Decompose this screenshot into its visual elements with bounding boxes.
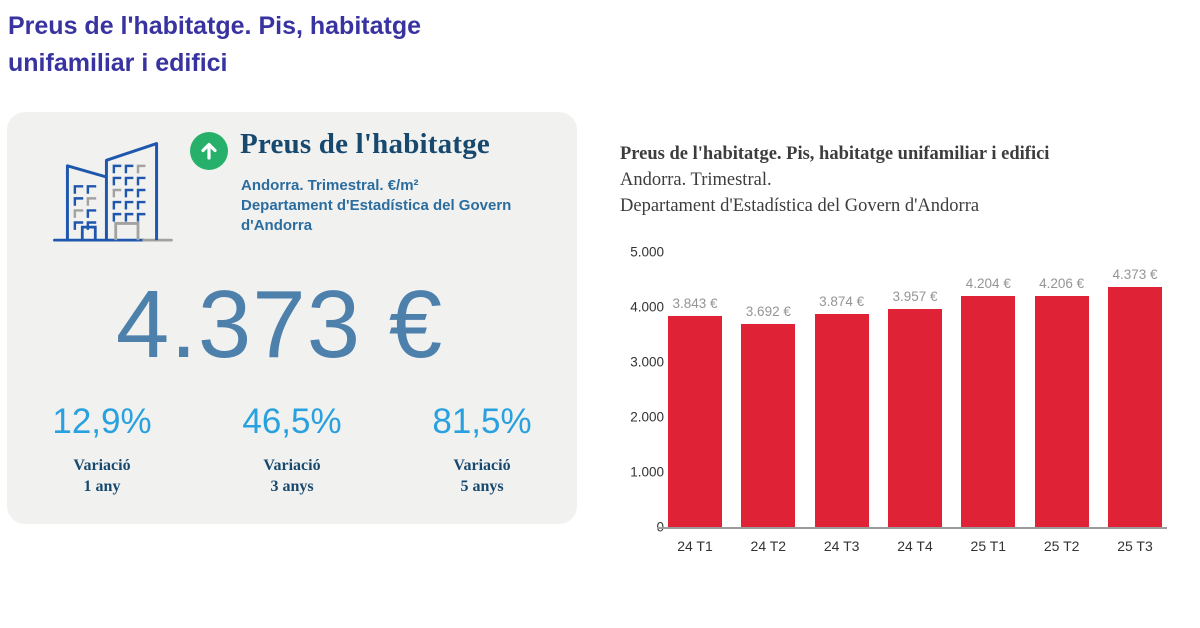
x-tick-label: 24 T1 xyxy=(677,538,713,554)
y-tick-label: 3.000 xyxy=(630,354,664,370)
stat-label: Variació 3 anys xyxy=(263,457,321,495)
x-tick-label: 24 T3 xyxy=(823,538,860,554)
y-axis xyxy=(620,244,664,527)
housing-price-card xyxy=(7,112,577,524)
chart-title-line2: Andorra. Trimestral. xyxy=(620,170,772,190)
y-tick-label: 5.000 xyxy=(630,244,664,260)
card-title: Preus de l'habitatge xyxy=(240,128,490,160)
bar-column xyxy=(668,252,722,554)
buildings-icon xyxy=(47,134,177,246)
plot-area xyxy=(668,252,1162,554)
card-subtitle-line1: Andorra. Trimestral. €/m² xyxy=(241,177,419,194)
stat-label: Variació 1 any xyxy=(73,457,131,495)
bar xyxy=(1108,287,1162,528)
bar xyxy=(1035,296,1089,527)
card-subtitle xyxy=(241,176,571,236)
x-tick-label: 24 T2 xyxy=(750,538,787,554)
stat-1-year xyxy=(7,402,197,497)
main-price-value: 4.373 € xyxy=(115,271,444,378)
page-title: Preus de l'habitatge. Pis, habitatge unifamiliar i edifici xyxy=(8,12,421,77)
bar-value-label: 4.206 € xyxy=(1039,275,1085,291)
bar-column xyxy=(888,252,942,554)
chart-title xyxy=(620,141,1180,219)
bar-column xyxy=(961,252,1015,554)
bar xyxy=(888,309,942,527)
bar-value-label: 4.204 € xyxy=(965,275,1011,291)
trend-up-badge xyxy=(190,132,228,170)
stat-3-years xyxy=(197,402,387,497)
bar-column xyxy=(1035,252,1089,554)
bar xyxy=(741,324,795,527)
bar-value-label: 3.957 € xyxy=(892,289,938,305)
x-tick-label: 25 T2 xyxy=(1043,538,1080,554)
bar xyxy=(815,314,869,527)
bar-value-label: 3.843 € xyxy=(672,295,718,311)
x-tick-label: 25 T1 xyxy=(970,538,1007,554)
x-axis-line xyxy=(657,527,1167,529)
bar-value-label: 4.373 € xyxy=(1112,266,1158,282)
y-tick-label: 1.000 xyxy=(630,464,664,480)
variation-stats xyxy=(7,402,577,497)
card-subtitle-line2: Departament d'Estadística del Govern d'Andorra xyxy=(241,197,512,234)
chart-title-line3: Departament d'Estadística del Govern d'Andorra xyxy=(620,196,980,216)
bar-column xyxy=(815,252,869,554)
bar-chart xyxy=(620,244,1180,582)
chart-title-line1: Preus de l'habitatge. Pis, habitatge unifamiliar i edifici xyxy=(620,144,1050,164)
y-tick-label: 2.000 xyxy=(630,409,664,425)
arrow-up-icon xyxy=(198,140,220,162)
bar-value-label: 3.874 € xyxy=(819,293,865,309)
bar-value-label: 3.692 € xyxy=(745,303,791,319)
bar-column xyxy=(1108,252,1162,554)
x-tick-label: 24 T4 xyxy=(897,538,933,554)
y-tick-label: 4.000 xyxy=(630,299,664,315)
stat-value: 12,9% xyxy=(52,402,152,441)
x-tick-label: 25 T3 xyxy=(1117,538,1153,554)
bar-column xyxy=(741,252,795,554)
stat-value: 81,5% xyxy=(432,402,532,441)
stat-5-years xyxy=(387,402,577,497)
bar xyxy=(961,296,1015,527)
stat-value: 46,5% xyxy=(242,402,342,441)
stat-label: Variació 5 anys xyxy=(453,457,511,495)
bar xyxy=(668,316,722,527)
